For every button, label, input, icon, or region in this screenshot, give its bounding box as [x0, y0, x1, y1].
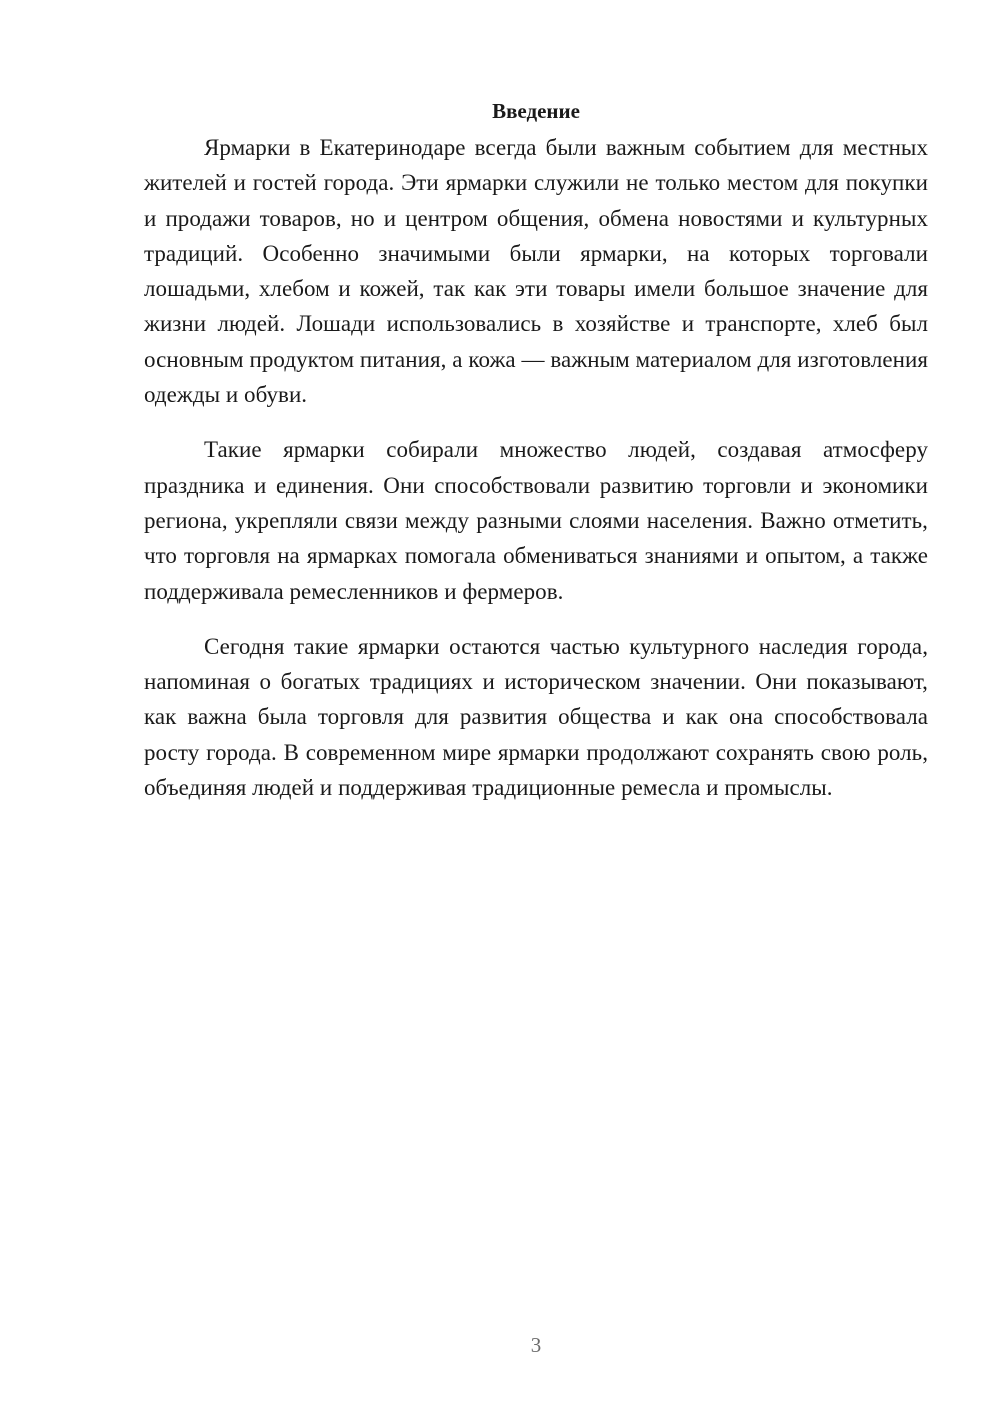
page-number: 3: [530, 1333, 542, 1357]
page-body: [144, 96, 928, 825]
section-heading: Введение: [492, 99, 580, 123]
paragraph-3: Сегодня такие ярмарки остаются частью культурного наследия города, напоминая о богатых традициях и историческом значении. Они показывают, как важна была торговля для развития общества и как она способствовала росту города. В современном мире ярмарки продолжают сохранять свою роль, объединяя людей и поддерживая традиционные ремесла и промыслы.: [144, 633, 928, 801]
paragraph-1: Ярмарки в Екатеринодаре всегда были важным событием для местных жителей и гостей города. Эти ярмарки служили не только местом для покупки и продажи товаров, но и центром общения, обмена новостями и культурных традиций. Особенно значимыми были ярмарки, на которых торговали лошадьми, хлебом и кожей, так как эти товары имели большое значение для жизни людей. Лошади использовались в хозяйстве и транспорте, хлеб был основным продуктом питания, а кожа — важным материалом для изготовления одежды и обуви.: [144, 135, 928, 408]
paragraph-2: Такие ярмарки собирали множество людей, создавая атмосферу праздника и единения. Они способствовали развитию торговли и экономики региона, укрепляли связи между разными слоями населения. Важно отметить, что торговля на ярмарках помогала обмениваться знаниями и опытом, а также поддерживала ремесленников и фермеров.: [144, 437, 928, 604]
